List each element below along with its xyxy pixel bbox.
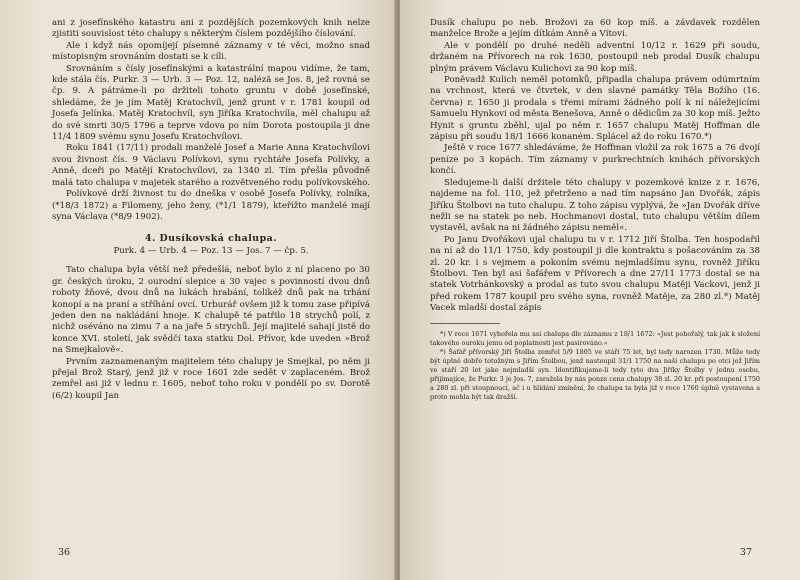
paragraph: Ale v pondělí po druhé neděli adventní 10/12 r. 1629 při soudu, držaném na Přívorech na rok 1630, postoupil neb prodal Dusík chalupu plným právem Václavu Kulichovi za 90 kop míš. [430,40,760,74]
footnote-divider [430,323,500,324]
section-title: 4. Dusíkovská chalupa. [144,233,277,245]
paragraph: ani z josefínského katastru ani z pozdějších pozemkových knih nelze zjistiti souvislost této chalupy s některým číslem pozdějšího číslování. [52,18,370,40]
paragraph: Ale i když nás opomíjejí písemné záznamy v té věci, možno snad místopisným srovnáním dostati se k cíli. [52,40,370,63]
paragraph: Dusík chalupu po neb. Brožovi za 60 kop míš. a závdavek rozdělen manželce Brože a jejím dítkám Anně a Vítovi. [430,18,760,40]
paragraph: Polívkové drží živnost tu do dneška v osobě Josefa Polívky, rolníka, (*18/3 1872) a Filomeny, jeho ženy, (*1/1 1879), kteřížto manželé mají syna Václava (*8/9 1902). [52,189,370,222]
footnote: *) V roce 1671 vyhořela mu asi chalupa dle záznamu z 18/1 1672: »Jest pohořalý, tak jak k složení takového ouroku jemu od poplatnosti jest pasirováno.« [430,329,760,347]
paragraph: Roku 1841 (17/11) prodali manželé Josef a Marie Anna Kratochvílovi svou živnost čís. 9 Václavu Polívkovi, synu rychtáře Josefa Polívky, a Anně, dceři po Matějí Kratochvílovi, za 1340 zl. Tím přešla původně malá tato chalupa v majetek starého a rozvětveného rodu polívkovského. [52,143,370,188]
paragraph: Tato chalupa byla větší než předešlá, neboť bylo z ní placeno po 30 gr. českých úroku, 2 ourodní slepice a 30 vajec s povinností dvou dnů roboty žňové, dvou dnů na lukách hrabání, tolikéž dnů pak na trhání konopí a na praní a stříhání ovcí. Urburář ovšem již k tomu zase připívá jeden den na nakládání hnoje. K chalupě té patřilo 18 strychů polí, z nichž oséváno na zimu 7 a na jaře 5 strychů. Její majitelé sahají jistě do konce XVI. století, jak svědčí taxa statku Dol. Přívor, kde uveden »Brož na Smejkalově«. [52,265,370,356]
paragraph: Po Janu Dvořákovi ujal chalupu tu v r. 1712 Jiří Štolba. Ten hospodařil na ní až do 11/1 1750, kdy postoupil ji dle kontraktu s pošacováním za 38 zl. 20 kr. i s vejmem a pokoním svému nejmladšímu synu, rovněž Jiříku Štolbovi. Ten byl asi šafářem v Přívorech a dne 27/11 1773 dostal se na statek Votrhánkovský a prodal as tuto svou chalupu Matěji Vackovi, jenž ji před rokem 1787 koupil pro svého syna, rovněž Matěje, za 280 zl.*) Matěj Vacek mladší dostal zápis [430,234,760,314]
page-number: 37 [739,547,752,558]
left-page [0,0,396,580]
paragraph: Srovnáním s čísly josefínskými a katastrální mapou vidíme, že tam, kde stála čís. Purkr. 3 — Urb. 3 — Poz. 12, naléză se Jos. 8, jež rovná se čp. 9. A pátráme-li po držiteli tohoto gruntu v době josefínské, shledáme, že je jím Matěj Kratochvíl, jenž grunt v r. 1781 koupil od Josefa Jelínka. Matěj Kratochvíl, syn Jiříka Kratochvíla, měl chalupu až do své smrti 30/5 1796 a teprve vdova po ním Dorota postoupila ji dne 11/4 1809 svému synu Josefu Kratochvílovi. [52,63,370,143]
section-subtitle: Purk. 4 — Urb. 4 — Poz. 13 — Jos. 7 — čp. 5. [113,246,309,257]
paragraph: Sledujeme-li další držitele této chalupy v pozemkové knize z r. 1676, najdeme na fol. 110, jež přetrženo a nad tím napsáno Jan Dvořák, zápis Jiříku Štolbovi na tuto chalupu. Z toho zápisu vyplývá, že »Jan Dvořák dříve nežli se na statek po neb. Hochmanovi dostal, tuto chalupu větším dílem vystavěl, avšak na ni žádného zápisu neměl«. [430,177,760,234]
paragraph: Poněvadž Kulich neměl potomků, připadla chalupa právem odúmrtním na vrchnost, která ve čtvrtek, v den slavné památky Těla Božího (16. června) r. 1650 ji prodala s třemi mírami žádného polí k ní náležejícími Samuelu Hynkovi od města Benešova, Anně o dědicům za 30 kop míš. Ježto Hynit s gruntu zběhl, ujal po něm r. 1657 chalupu Matěj Hoffman dle zápisu při soudu 18/1 1666 konaném. Splácel až do roku 1670.*) [430,75,760,143]
right-page [400,0,800,580]
page-number: 36 [58,547,71,558]
paragraph: Ještě v roce 1677 shledáváme, že Hoffman vložil za rok 1675 a 76 dvojí peníze po 3 kopách. Tím záznamy v purkrechtních knihách přívorských končí. [430,143,760,177]
paragraph: Prvním zaznamenaným majitelem této chalupy je Smejkal, po něm ji přejal Brož Starý, jenž již v roce 1601 zde sedět v zaplaceném. Brož zemřel asi již v lednu r. 1605, neboť toho roku v pondělí po sv. Dorotě (6/2) koupil Jan [52,356,370,401]
footnote: *) Šafář přívorský Jiří Štolba zemřel 5/9 1805 ve stáří 75 let, byl tedy narozen 1730. Může tedy být úplně dobře totožným s Jiřím Štolbou, jenž nastoupil 31/1 1750 na naší chalupu po otci jež Jiřím ve stáří 20 let jako nejmladší syn. Identifikujeme-li tedy tyto dva Jiříky Štolby v jednu osobu, přijímajíce, že Purkr. 3 je Jos. 7, zaražela by nás ponze cena chalupy 38 zl. 20 kr. při postoupení 1750 a 280 zl. při stoupnoucí, ač i u hlídání zmínění, že chalupa ta byla již v roce 1760 úplně vystavena a proto mohla být tak dražší. [430,347,760,401]
